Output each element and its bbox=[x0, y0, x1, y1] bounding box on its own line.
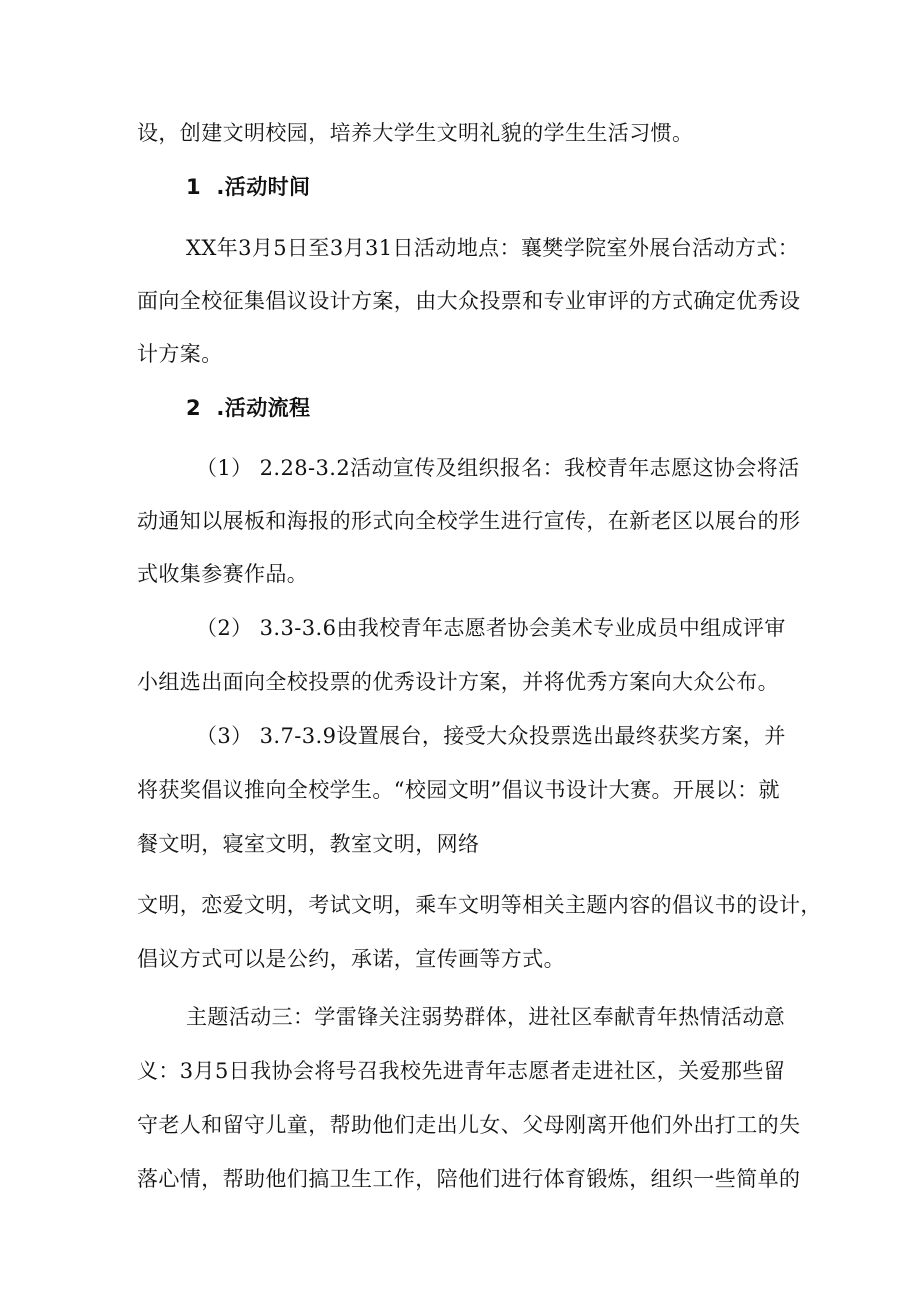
paragraph-line: 落心情，帮助他们搞卫生工作，陪他们进行体育锻炼，组织一些简单的 bbox=[137, 1167, 801, 1191]
section-heading-activity-process: 2 .活动流程 bbox=[186, 396, 311, 420]
paragraph-line: 主题活动三：学雷锋关注弱势群体，进社区奉献青年热情活动意 bbox=[186, 1005, 786, 1029]
paragraph-line: 式收集参赛作品。 bbox=[137, 562, 309, 586]
paragraph-line: （3） 3.7-3.9设置展台，接受大众投票选出最终获奖方案，并 bbox=[196, 724, 786, 748]
section-heading-activity-time: 1 .活动时间 bbox=[186, 175, 311, 199]
paragraph-line: 餐文明，寝室文明，教室文明，网络 bbox=[137, 832, 480, 856]
paragraph-line: 面向全校征集倡议设计方案，由大众投票和专业审评的方式确定优秀设 bbox=[137, 289, 801, 313]
paragraph-line: 将获奖倡议推向全校学生。“校园文明”倡议书设计大赛。开展以：就 bbox=[137, 778, 780, 802]
paragraph-line: 义：3月5日我协会将号召我校先进青年志愿者走进社区，关爱那些留 bbox=[137, 1059, 786, 1083]
paragraph-line: 设，创建文明校园，培养大学生文明礼貌的学生生活习惯。 bbox=[137, 121, 694, 145]
paragraph-line: （1） 2.28-3.2活动宣传及组织报名：我校青年志愿这协会将活 bbox=[196, 456, 800, 480]
paragraph-line: 守老人和留守儿童，帮助他们走出儿女、父母刚离开他们外出打工的失 bbox=[137, 1113, 801, 1137]
paragraph-line: 文明，恋爱文明，考试文明，乘车文明等相关主题内容的倡议书的设计， bbox=[137, 893, 822, 917]
paragraph-line: XX年3月5日至3月31日活动地点：襄樊学院室外展台活动方式： bbox=[186, 236, 800, 260]
paragraph-line: 计方案。 bbox=[137, 342, 223, 366]
paragraph-line: （2） 3.3-3.6由我校青年志愿者协会美术专业成员中组成评审 bbox=[196, 616, 786, 640]
paragraph-line: 动通知以展板和海报的形式向全校学生进行宣传，在新老区以展台的形 bbox=[137, 509, 801, 533]
paragraph-line: 小组选出面向全校投票的优秀设计方案，并将优秀方案向大众公布。 bbox=[137, 670, 779, 694]
paragraph-line: 倡议方式可以是公约，承诺，宣传画等方式。 bbox=[137, 947, 565, 971]
